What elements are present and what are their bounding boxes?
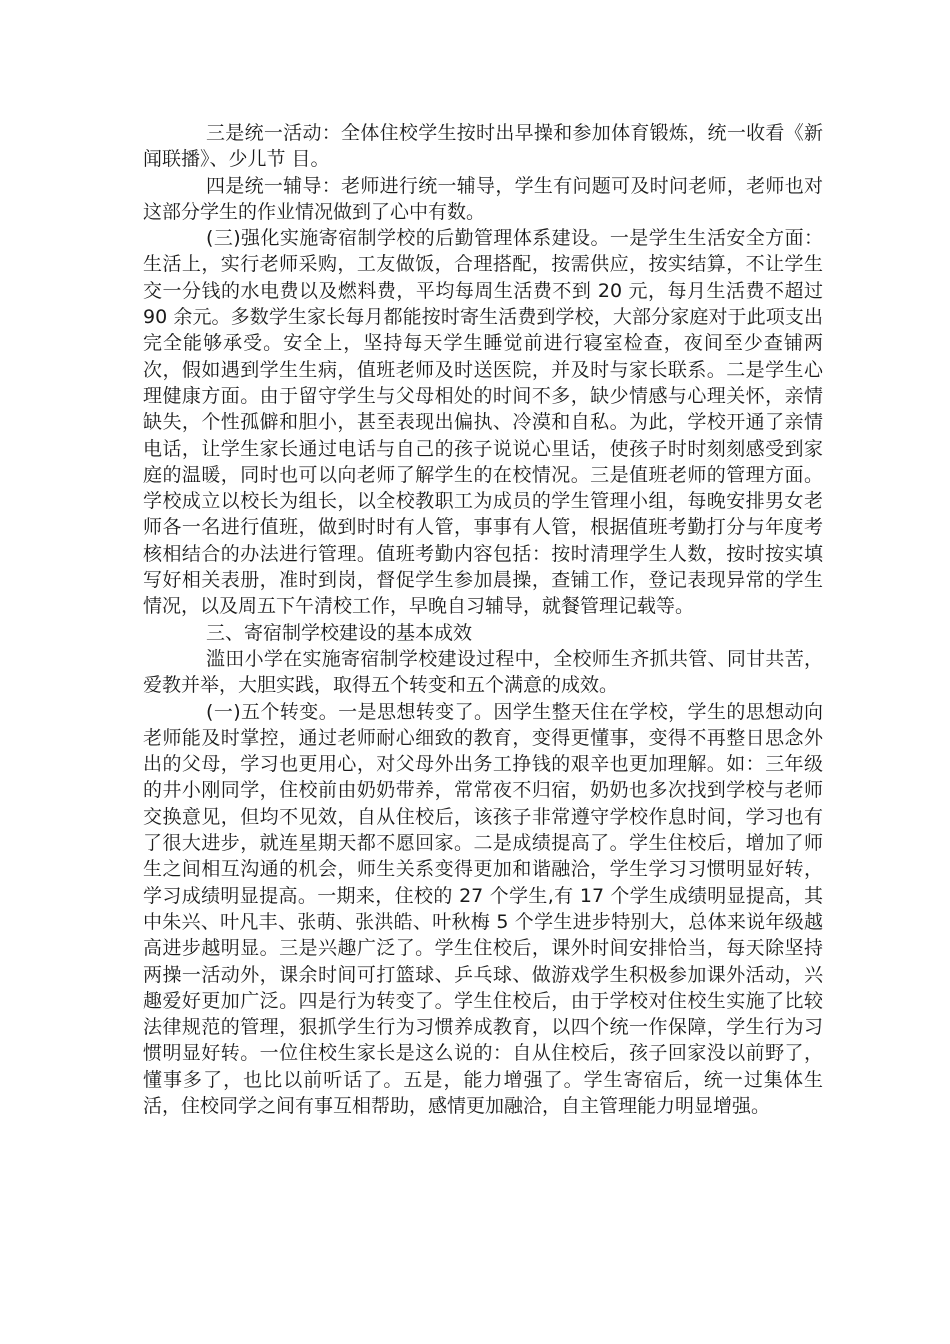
- paragraph-unified-activities: 三是统一活动：全体住校学生按时出早操和参加体育锻炼，统一收看《新闻联播》、少儿节 目。: [143, 122, 823, 171]
- paragraph-five-changes: (一)五个转变。一是思想转变了。因学生整天住在学校，学生的思想动向老师能及时掌控，通过老师耐心细致的教育，变得更懂事，变得不再整日思念外出的父母，学习也更用心，对父母外出务工挣钱的艰辛也更加理解。如：三年级的井小刚同学，住校前由奶奶带养，常常夜不归宿，奶奶也多次找到学校与老师交换意见，但均不见效，自从住校后，该孩子非常遵守学校作息时间，学习也有了很大进步，就连星期天都不愿回家。二是成绩提高了。学生住校后，增加了师生之间相互沟通的机会，师生关系变得更加和谐融洽，学生学习习惯明显好转，学习成绩明显提高。一期来，住校的 27 个学生,有 17 个学生成绩明显提高，其中朱兴、叶凡丰、张萌、张洪皓、叶秋梅 5 个学生进步特别大，总体来说年级越高进步越明显。三是兴趣广泛了。学生住校后，课外时间安排恰当，每天除坚持两操一活动外，课余时间可打篮球、乒乓球、做游戏学生积极参加课外活动，兴趣爱好更加广泛。四是行为转变了。学生住校后，由于学校对住校生实施了比较法律规范的管理，狠抓学生行为习惯养成教育，以四个统一作保障，学生行为习惯明显好转。一位住校生家长是这么说的：自从住校后，孩子回家没以前野了，懂事多了，也比以前听话了。五是，能力增强了。学生寄宿后，统一过集体生活，住校同学之间有事互相帮助，感情更加融洽，自主管理能力明显增强。: [143, 700, 823, 1117]
- paragraph-unified-tutoring: 四是统一辅导：老师进行统一辅导，学生有问题可及时问老师，老师也对这部分学生的作业情况做到了心中有数。: [143, 174, 823, 223]
- paragraph-school-results-intro: 滥田小学在实施寄宿制学校建设过程中，全校师生齐抓共管、同甘共苦，爱教并举，大胆实践，取得五个转变和五个满意的成效。: [143, 647, 823, 697]
- paragraph-logistics-management: (三)强化实施寄宿制学校的后勤管理体系建设。一是学生生活安全方面：生活上，实行老师采购，工友做饭，合理搭配，按需供应，按实结算，不让学生交一分钱的水电费以及燃料费，平均每周生活费不到 20 元，每月生活费不超过 90 余元。多数学生家长每月都能按时寄生活费到学校，大部分家庭对于此项支出完全能够承受。安全上，坚持每天学生睡觉前进行寝室检查，夜间至少查铺两次，假如遇到学生生病，值班老师及时送医院，并及时与家长联系。二是学生心理健康方面。由于留守学生与父母相处的时间不多，缺少情感与心理关怀，亲情缺失，个性孤僻和胆小，甚至表现出偏执、冷漠和自私。为此，学校开通了亲情电话，让学生家长通过电话与自己的孩子说说心里话，使孩子时时刻刻感受到家庭的温暖，同时也可以向老师了解学生的在校情况。三是值班老师的管理方面。学校成立以校长为组长，以全校教职工为成员的学生管理小组，每晚安排男女老师各一名进行值班，做到时时有人管，事事有人管，根据值班考勤打分与年度考核相结合的办法进行管理。值班考勤内容包括：按时清理学生人数，按时按实填写好相关表册，准时到岗，督促学生参加晨操，查铺工作，登记表现异常的学生情况，以及周五下午清校工作，早晚自习辅导，就餐管理记载等。: [143, 227, 823, 618]
- document-body: [143, 120, 823, 1119]
- section-heading-basic-results: 三、寄宿制学校建设的基本成效: [206, 621, 473, 644]
